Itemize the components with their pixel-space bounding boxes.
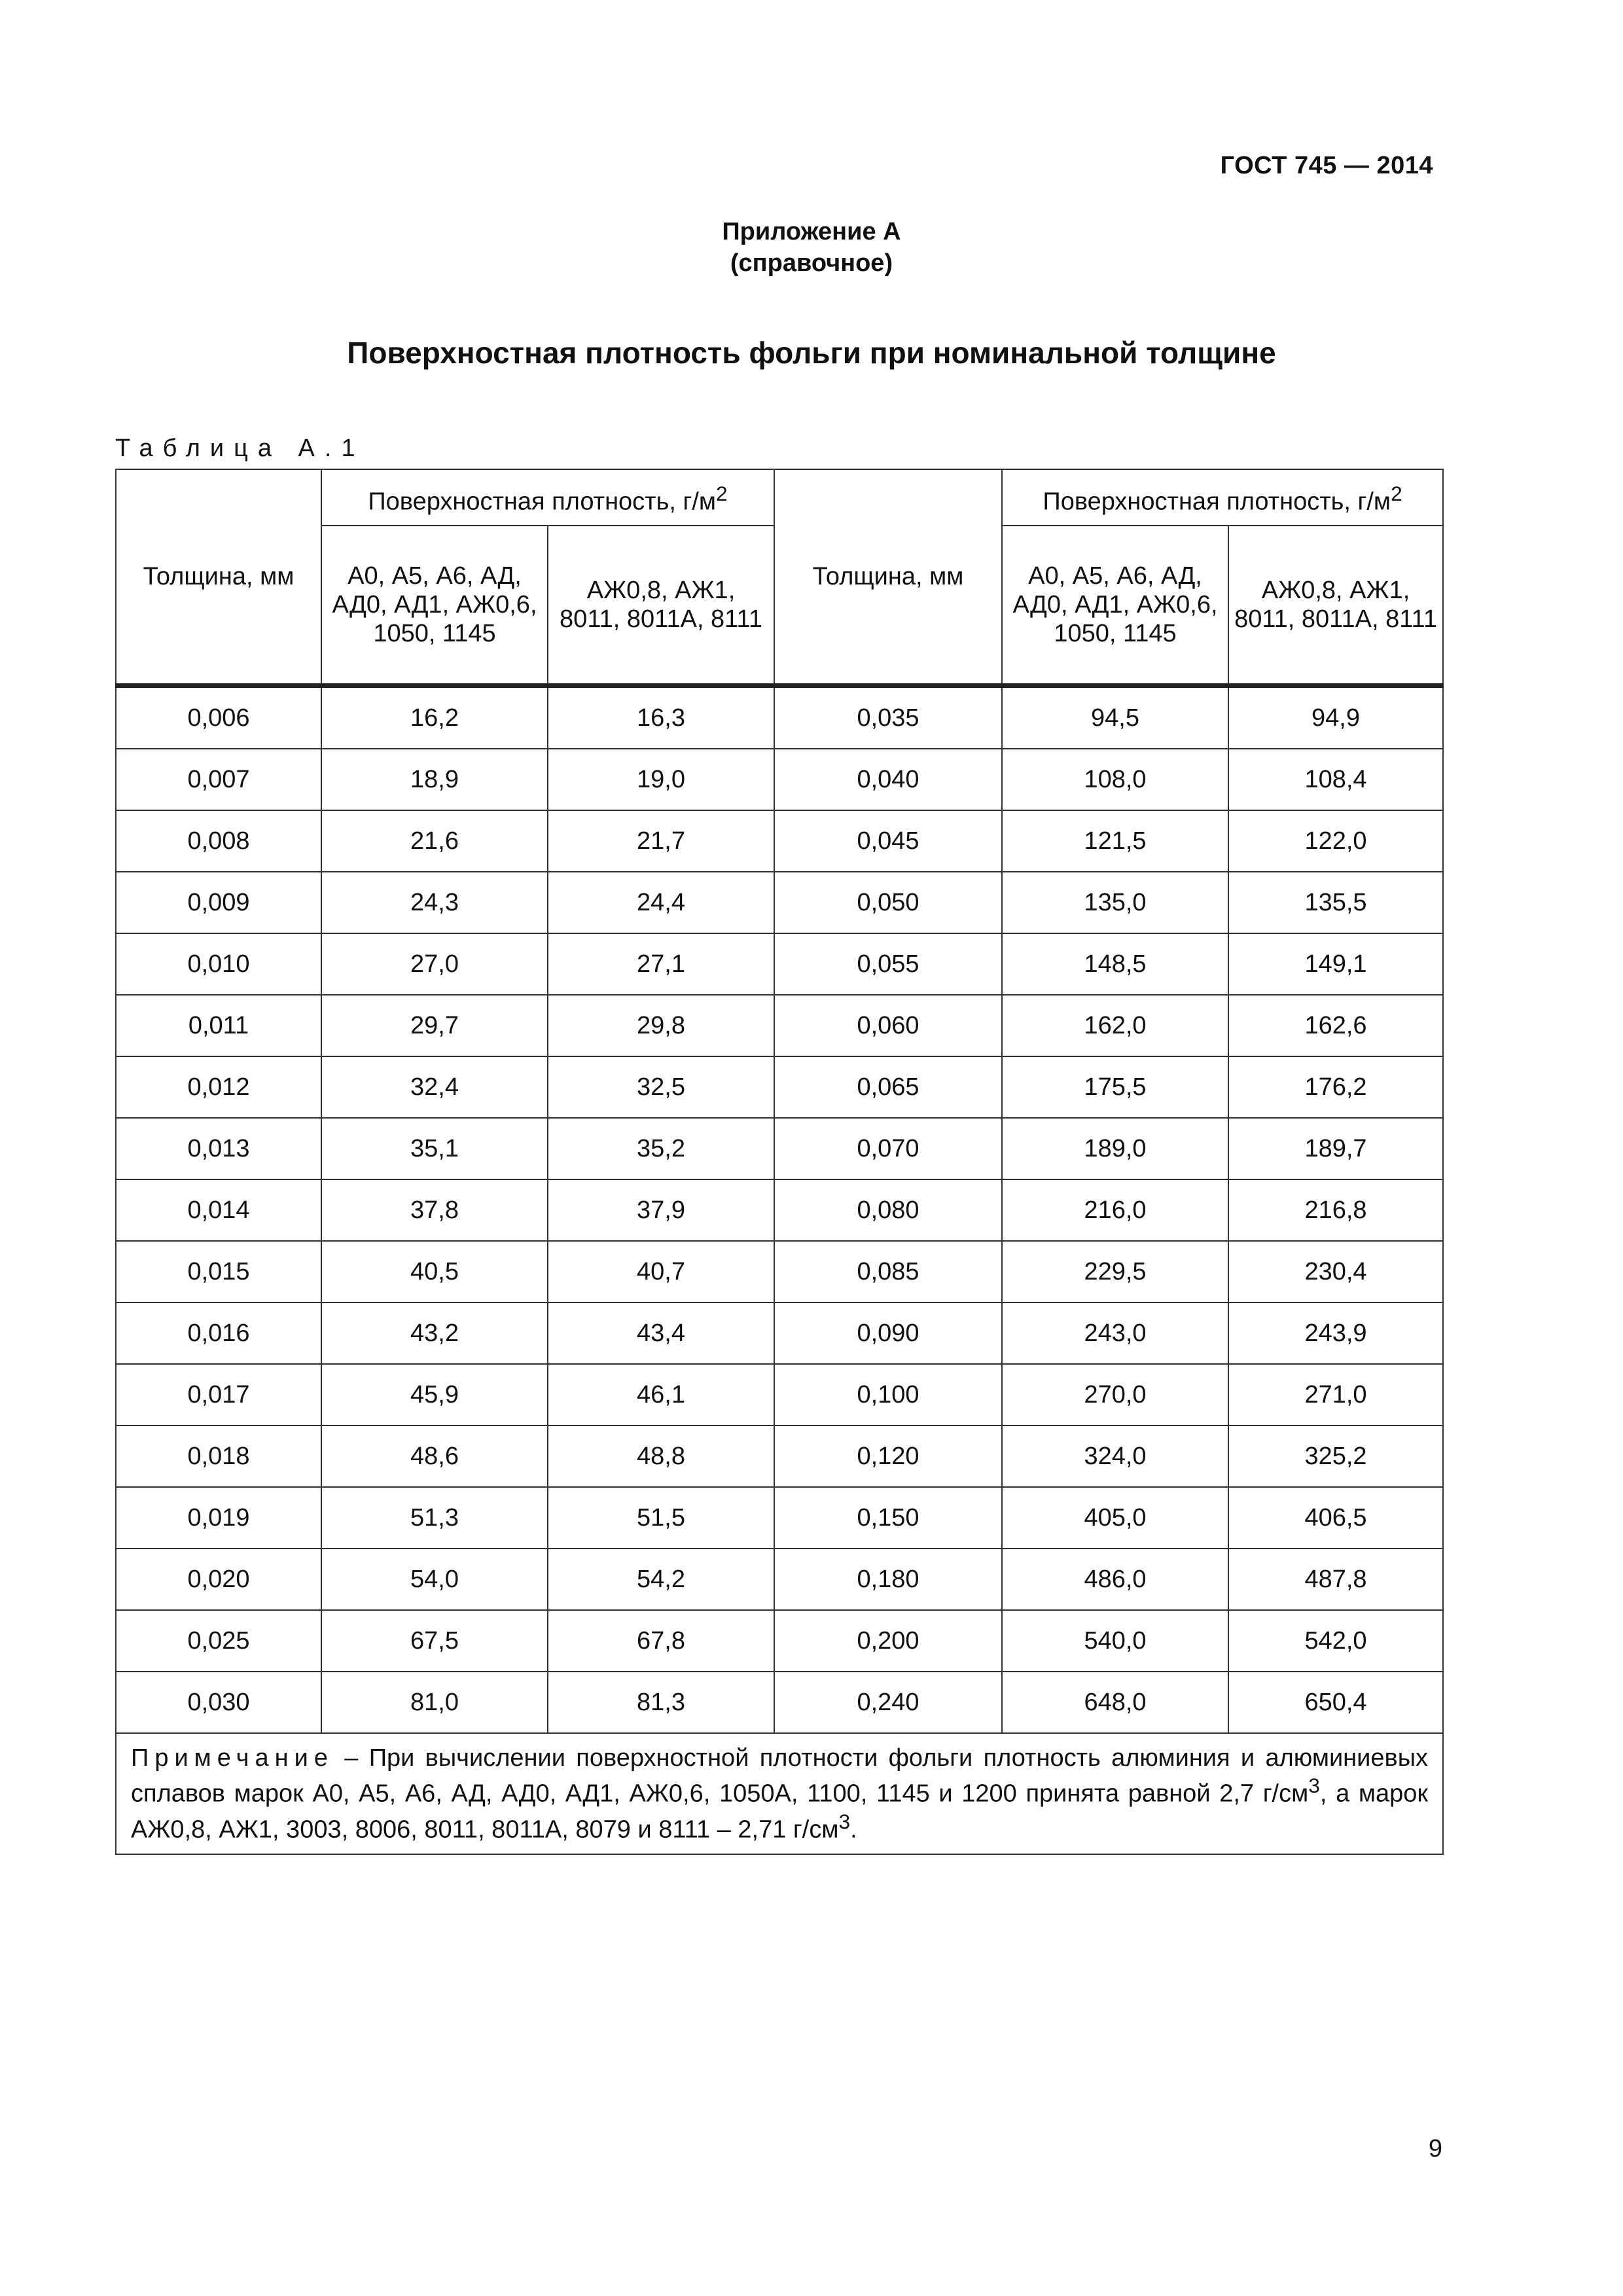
table-row bbox=[116, 1549, 1443, 1610]
cell-grade1-left: 40,5 bbox=[321, 1241, 548, 1302]
table-row bbox=[116, 1426, 1443, 1487]
cell-grade1-left: 48,6 bbox=[321, 1426, 548, 1487]
table-row bbox=[116, 995, 1443, 1056]
cell-grade1-left: 21,6 bbox=[321, 810, 548, 872]
cell-thickness-left: 0,025 bbox=[116, 1610, 321, 1672]
cell-thickness-right: 0,045 bbox=[774, 810, 1002, 872]
cell-grade1-right: 162,0 bbox=[1002, 995, 1228, 1056]
cell-grade2-left: 54,2 bbox=[548, 1549, 774, 1610]
density-sup: 2 bbox=[716, 481, 728, 505]
cell-grade2-left: 29,8 bbox=[548, 995, 774, 1056]
cell-grade1-right: 243,0 bbox=[1002, 1302, 1228, 1364]
table-row bbox=[116, 1302, 1443, 1364]
table-row bbox=[116, 933, 1443, 995]
cell-grade2-right: 487,8 bbox=[1228, 1549, 1443, 1610]
density-sup: 2 bbox=[1391, 481, 1402, 505]
cell-grade2-right: 243,9 bbox=[1228, 1302, 1443, 1364]
cell-grade1-right: 175,5 bbox=[1002, 1056, 1228, 1118]
cell-thickness-right: 0,240 bbox=[774, 1672, 1002, 1733]
cell-grade2-left: 51,5 bbox=[548, 1487, 774, 1549]
note-sup-2: 3 bbox=[838, 1809, 851, 1833]
cell-grade1-right: 486,0 bbox=[1002, 1549, 1228, 1610]
cell-grade2-right: 325,2 bbox=[1228, 1426, 1443, 1487]
cell-grade2-right: 271,0 bbox=[1228, 1364, 1443, 1426]
table-row bbox=[116, 1610, 1443, 1672]
cell-thickness-left: 0,020 bbox=[116, 1549, 321, 1610]
table-row bbox=[116, 1118, 1443, 1179]
cell-grade2-left: 19,0 bbox=[548, 749, 774, 810]
header-density-right bbox=[1002, 469, 1443, 526]
cell-thickness-left: 0,012 bbox=[116, 1056, 321, 1118]
cell-grade2-left: 24,4 bbox=[548, 872, 774, 933]
table-header bbox=[116, 469, 1443, 686]
cell-thickness-right: 0,085 bbox=[774, 1241, 1002, 1302]
cell-grade1-left: 54,0 bbox=[321, 1549, 548, 1610]
cell-grade1-right: 270,0 bbox=[1002, 1364, 1228, 1426]
header-thickness-left: Толщина, мм bbox=[116, 469, 321, 686]
cell-grade1-right: 189,0 bbox=[1002, 1118, 1228, 1179]
cell-grade1-right: 648,0 bbox=[1002, 1672, 1228, 1733]
cell-grade1-left: 81,0 bbox=[321, 1672, 548, 1733]
cell-grade2-right: 149,1 bbox=[1228, 933, 1443, 995]
note-text-1: – При вычислении поверхностной плотности фольги плотность алюминия и алюминиевых сплавов марок А0, А5, А6, АД, АД0, АД1, АЖ0,6, 1050А, 1100, 1145 и 1200 принята равной 2,7 г/см bbox=[131, 1744, 1429, 1808]
cell-thickness-left: 0,030 bbox=[116, 1672, 321, 1733]
cell-grade2-right: 135,5 bbox=[1228, 872, 1443, 933]
cell-grade1-right: 94,5 bbox=[1002, 686, 1228, 749]
cell-grade1-right: 148,5 bbox=[1002, 933, 1228, 995]
header-density-left bbox=[321, 469, 774, 526]
cell-grade1-right: 135,0 bbox=[1002, 872, 1228, 933]
cell-thickness-right: 0,100 bbox=[774, 1364, 1002, 1426]
cell-grade1-right: 405,0 bbox=[1002, 1487, 1228, 1549]
cell-thickness-left: 0,017 bbox=[116, 1364, 321, 1426]
appendix-subtitle: (справочное) bbox=[730, 249, 893, 277]
cell-grade1-left: 43,2 bbox=[321, 1302, 548, 1364]
cell-thickness-right: 0,060 bbox=[774, 995, 1002, 1056]
cell-thickness-right: 0,055 bbox=[774, 933, 1002, 995]
cell-grade1-left: 35,1 bbox=[321, 1118, 548, 1179]
cell-grade1-left: 27,0 bbox=[321, 933, 548, 995]
cell-grade1-left: 29,7 bbox=[321, 995, 548, 1056]
cell-grade2-right: 189,7 bbox=[1228, 1118, 1443, 1179]
cell-thickness-left: 0,014 bbox=[116, 1179, 321, 1241]
table-body bbox=[116, 686, 1443, 1734]
cell-grade1-left: 18,9 bbox=[321, 749, 548, 810]
table-row bbox=[116, 686, 1443, 749]
table-row bbox=[116, 1179, 1443, 1241]
cell-thickness-right: 0,035 bbox=[774, 686, 1002, 749]
cell-thickness-left: 0,013 bbox=[116, 1118, 321, 1179]
table-row bbox=[116, 1487, 1443, 1549]
cell-grade1-left: 32,4 bbox=[321, 1056, 548, 1118]
table-row bbox=[116, 1241, 1443, 1302]
cell-grade2-left: 43,4 bbox=[548, 1302, 774, 1364]
page-title: Поверхностная плотность фольги при номинальной толщине bbox=[347, 336, 1276, 370]
cell-grade2-right: 650,4 bbox=[1228, 1672, 1443, 1733]
cell-thickness-right: 0,040 bbox=[774, 749, 1002, 810]
cell-grade2-left: 21,7 bbox=[548, 810, 774, 872]
cell-grade2-left: 46,1 bbox=[548, 1364, 774, 1426]
cell-grade1-right: 121,5 bbox=[1002, 810, 1228, 872]
table-row bbox=[116, 1056, 1443, 1118]
cell-grade1-left: 51,3 bbox=[321, 1487, 548, 1549]
density-table bbox=[115, 469, 1444, 1855]
density-label: Поверхностная плотность, г/м bbox=[1043, 488, 1391, 516]
cell-thickness-left: 0,006 bbox=[116, 686, 321, 749]
cell-grade2-left: 67,8 bbox=[548, 1610, 774, 1672]
cell-grade1-right: 229,5 bbox=[1002, 1241, 1228, 1302]
header-grade-group-2-right: АЖ0,8, АЖ1, 8011, 8011А, 8111 bbox=[1228, 526, 1443, 686]
cell-grade2-left: 16,3 bbox=[548, 686, 774, 749]
cell-grade2-right: 94,9 bbox=[1228, 686, 1443, 749]
cell-thickness-left: 0,011 bbox=[116, 995, 321, 1056]
cell-grade2-right: 406,5 bbox=[1228, 1487, 1443, 1549]
cell-thickness-right: 0,090 bbox=[774, 1302, 1002, 1364]
cell-thickness-left: 0,008 bbox=[116, 810, 321, 872]
cell-grade2-left: 27,1 bbox=[548, 933, 774, 995]
note-text-2: , а марок АЖ0,8, АЖ1, 3003, 8006, 8011, 8011А, 8079 и 8111 – 2,71 г/см bbox=[131, 1780, 1429, 1844]
note-label: Примечание bbox=[131, 1744, 334, 1772]
cell-grade2-left: 40,7 bbox=[548, 1241, 774, 1302]
table-row bbox=[116, 810, 1443, 872]
header-grade-group-1-left: А0, А5, А6, АД, АД0, АД1, АЖ0,6, 1050, 1145 bbox=[321, 526, 548, 686]
cell-grade2-right: 176,2 bbox=[1228, 1056, 1443, 1118]
cell-thickness-left: 0,015 bbox=[116, 1241, 321, 1302]
cell-thickness-right: 0,070 bbox=[774, 1118, 1002, 1179]
table-label: Таблица А.1 bbox=[115, 435, 365, 462]
cell-grade1-right: 108,0 bbox=[1002, 749, 1228, 810]
cell-thickness-right: 0,180 bbox=[774, 1549, 1002, 1610]
cell-thickness-right: 0,150 bbox=[774, 1487, 1002, 1549]
cell-thickness-right: 0,080 bbox=[774, 1179, 1002, 1241]
cell-thickness-left: 0,018 bbox=[116, 1426, 321, 1487]
cell-thickness-right: 0,200 bbox=[774, 1610, 1002, 1672]
cell-grade1-left: 24,3 bbox=[321, 872, 548, 933]
table-row bbox=[116, 1672, 1443, 1733]
cell-grade2-right: 108,4 bbox=[1228, 749, 1443, 810]
cell-thickness-right: 0,120 bbox=[774, 1426, 1002, 1487]
cell-thickness-left: 0,010 bbox=[116, 933, 321, 995]
cell-thickness-right: 0,050 bbox=[774, 872, 1002, 933]
cell-grade2-right: 542,0 bbox=[1228, 1610, 1443, 1672]
note-text-3: . bbox=[850, 1816, 857, 1844]
cell-grade1-right: 540,0 bbox=[1002, 1610, 1228, 1672]
note-sup-1: 3 bbox=[1308, 1774, 1320, 1797]
cell-grade1-right: 324,0 bbox=[1002, 1426, 1228, 1487]
cell-grade1-left: 37,8 bbox=[321, 1179, 548, 1241]
appendix-heading bbox=[0, 216, 1623, 279]
cell-grade1-left: 67,5 bbox=[321, 1610, 548, 1672]
cell-thickness-left: 0,016 bbox=[116, 1302, 321, 1364]
document-code: ГОСТ 745 — 2014 bbox=[1220, 152, 1433, 179]
page-number: 9 bbox=[1428, 2135, 1442, 2162]
note-row bbox=[116, 1733, 1443, 1854]
table-row bbox=[116, 1364, 1443, 1426]
cell-thickness-left: 0,007 bbox=[116, 749, 321, 810]
cell-thickness-left: 0,009 bbox=[116, 872, 321, 933]
cell-thickness-left: 0,019 bbox=[116, 1487, 321, 1549]
cell-grade2-right: 162,6 bbox=[1228, 995, 1443, 1056]
cell-grade2-left: 37,9 bbox=[548, 1179, 774, 1241]
cell-grade1-right: 216,0 bbox=[1002, 1179, 1228, 1241]
cell-grade2-right: 122,0 bbox=[1228, 810, 1443, 872]
cell-grade2-left: 81,3 bbox=[548, 1672, 774, 1733]
header-grade-group-1-right: А0, А5, А6, АД, АД0, АД1, АЖ0,6, 1050, 1145 bbox=[1002, 526, 1228, 686]
cell-thickness-right: 0,065 bbox=[774, 1056, 1002, 1118]
cell-grade2-right: 230,4 bbox=[1228, 1241, 1443, 1302]
appendix-title: Приложение А bbox=[722, 218, 901, 245]
cell-grade2-left: 35,2 bbox=[548, 1118, 774, 1179]
header-thickness-right: Толщина, мм bbox=[774, 469, 1002, 686]
table-row bbox=[116, 749, 1443, 810]
density-label: Поверхностная плотность, г/м bbox=[368, 488, 717, 516]
cell-grade2-right: 216,8 bbox=[1228, 1179, 1443, 1241]
table-note bbox=[116, 1733, 1443, 1854]
header-grade-group-2-left: АЖ0,8, АЖ1, 8011, 8011А, 8111 bbox=[548, 526, 774, 686]
cell-grade2-left: 48,8 bbox=[548, 1426, 774, 1487]
cell-grade1-left: 45,9 bbox=[321, 1364, 548, 1426]
table-row bbox=[116, 872, 1443, 933]
cell-grade2-left: 32,5 bbox=[548, 1056, 774, 1118]
cell-grade1-left: 16,2 bbox=[321, 686, 548, 749]
